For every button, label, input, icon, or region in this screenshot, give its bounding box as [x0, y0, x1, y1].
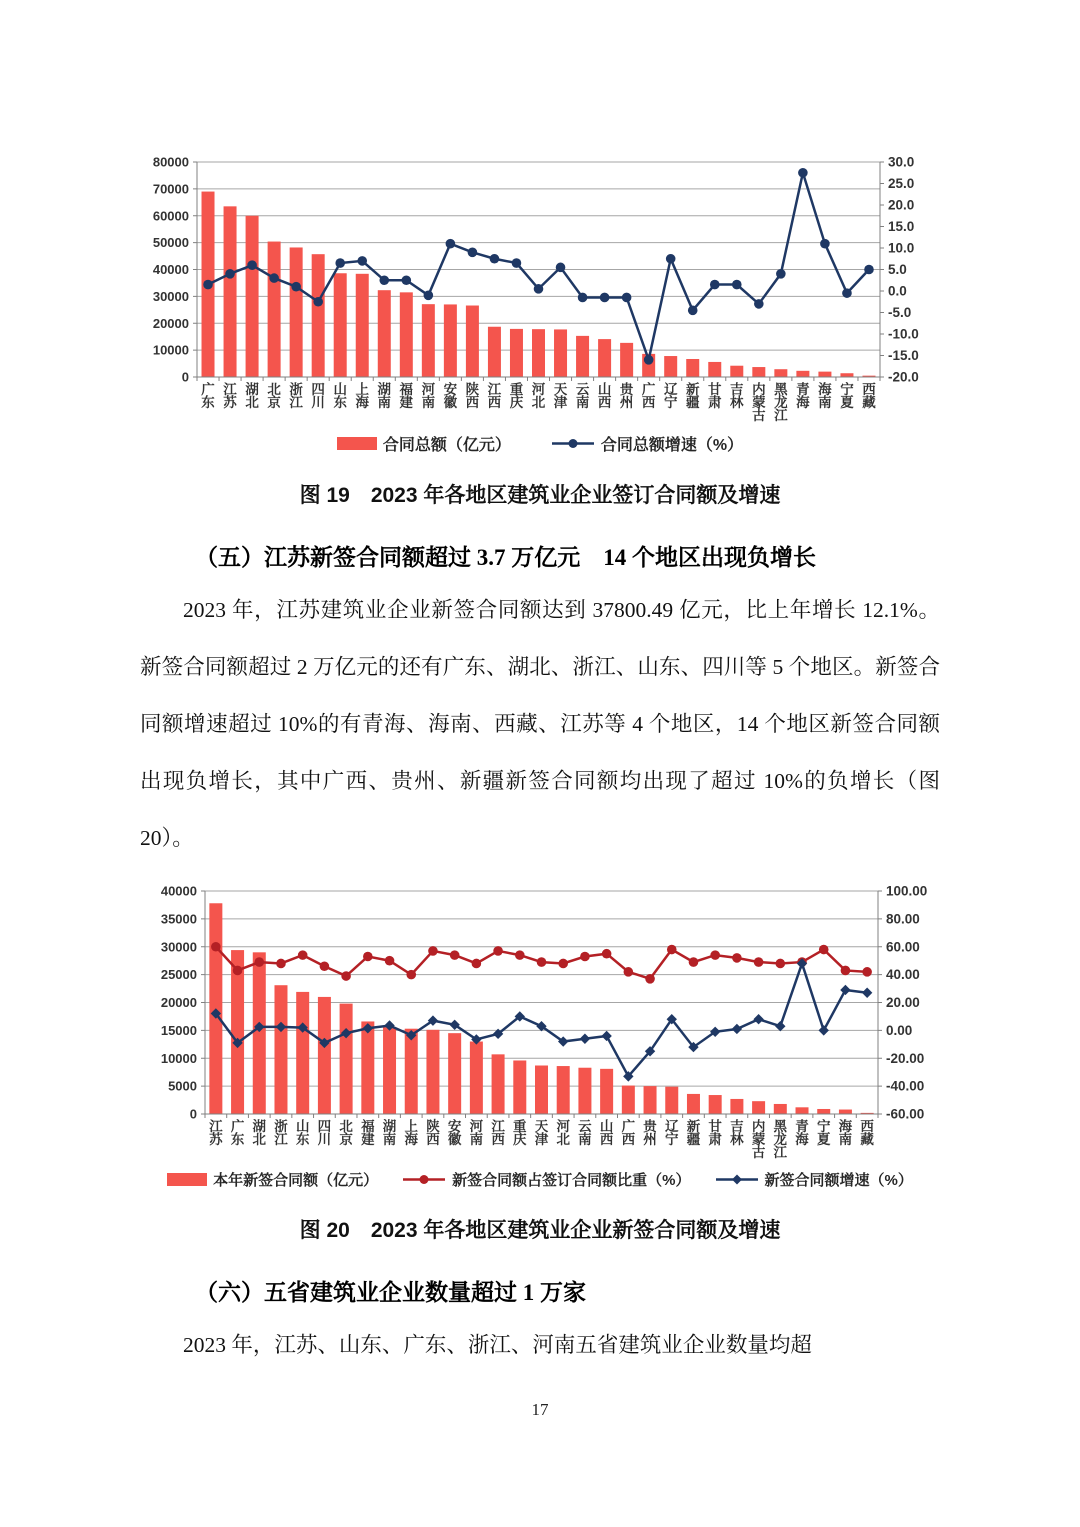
svg-text:20000: 20000 [160, 995, 197, 1010]
svg-text:40.00: 40.00 [886, 967, 920, 983]
svg-text:上海: 上海 [355, 382, 369, 410]
line-swatch-icon [715, 1173, 759, 1186]
svg-text:江西: 江西 [487, 382, 502, 410]
svg-text:海南: 海南 [818, 382, 832, 410]
svg-text:0: 0 [189, 1106, 197, 1122]
svg-text:-40.00: -40.00 [886, 1078, 925, 1094]
figure20 [140, 881, 940, 1244]
page-number: 17 [531, 1400, 549, 1419]
svg-text:江苏: 江苏 [209, 1119, 223, 1147]
svg-text:广西: 广西 [641, 382, 656, 410]
svg-text:湖北: 湖北 [252, 1119, 267, 1147]
svg-text:20.00: 20.00 [886, 995, 920, 1010]
section5-paragraph: 2023 年，江苏建筑业企业新签合同额达到 37800.49 亿元，比上年增长 12.1%。新签合同额超过 2 万亿元的还有广东、湖北、浙江、山东、四川等 5 个地区。新签合同额增速超过 10%的有青海、海南、西藏、江苏等 4 个地区，14 个地区新签合同额出现负增长，其中广西、贵州、新疆新签合同额均出现了超过 10%的负增长（图 20）。 [140, 598, 940, 850]
svg-text:甘肃: 甘肃 [708, 382, 722, 410]
svg-text:天津: 天津 [553, 382, 568, 410]
svg-text:25000: 25000 [160, 967, 197, 983]
svg-text:青海: 青海 [795, 1119, 809, 1147]
svg-text:0.0: 0.0 [888, 283, 907, 299]
svg-text:山西: 山西 [599, 1119, 614, 1147]
svg-text:10000: 10000 [160, 1050, 197, 1066]
svg-text:-20.00: -20.00 [886, 1050, 925, 1066]
svg-text:30000: 30000 [160, 939, 197, 955]
svg-text:贵州: 贵州 [643, 1119, 657, 1147]
svg-text:吉林: 吉林 [730, 1119, 744, 1147]
svg-text:四川: 四川 [317, 1119, 332, 1147]
svg-text:35000: 35000 [160, 911, 197, 927]
svg-text:5.0: 5.0 [888, 262, 907, 277]
legend-item [337, 432, 511, 455]
bar-swatch-icon [167, 1173, 207, 1186]
svg-text:70000: 70000 [152, 181, 189, 197]
svg-text:山西: 山西 [597, 382, 612, 410]
figure19-chart [140, 150, 940, 432]
section5-heading: （五）江苏新签合同额超过 3.7 万亿元 14 个地区出现负增长 [195, 545, 816, 570]
svg-text:福建: 福建 [399, 382, 414, 410]
figure20-legend [140, 1169, 940, 1190]
svg-text:陕西: 陕西 [465, 382, 480, 410]
svg-text:新疆: 新疆 [685, 382, 700, 410]
svg-text:-15.0: -15.0 [888, 348, 919, 363]
svg-text:60000: 60000 [152, 208, 189, 224]
svg-text:30.0: 30.0 [888, 154, 915, 170]
svg-text:黑龙江: 黑龙江 [773, 1119, 788, 1160]
figure19 [140, 150, 940, 509]
svg-text:0.00: 0.00 [886, 1022, 913, 1038]
svg-text:30000: 30000 [152, 288, 189, 304]
svg-text:新疆: 新疆 [686, 1119, 701, 1147]
svg-text:四川: 四川 [311, 382, 325, 410]
svg-text:安徽: 安徽 [447, 1119, 462, 1147]
svg-text:内蒙古: 内蒙古 [752, 382, 766, 423]
svg-text:广西: 广西 [621, 1119, 636, 1147]
svg-text:-20.0: -20.0 [888, 369, 919, 385]
svg-text:宁夏: 宁夏 [816, 1119, 831, 1147]
figure19-legend [140, 432, 940, 455]
svg-text:20000: 20000 [152, 315, 189, 331]
svg-text:5000: 5000 [168, 1078, 197, 1094]
svg-text:河南: 河南 [421, 382, 436, 410]
svg-text:黑龙江: 黑龙江 [774, 382, 788, 423]
svg-text:北京: 北京 [339, 1119, 353, 1147]
section6-paragraph: 2023 年，江苏、山东、广东、浙江、河南五省建筑业企业数量均超 [183, 1333, 812, 1357]
legend-label: 本年新签合同额（亿元） [213, 1172, 379, 1189]
svg-text:海南: 海南 [838, 1119, 853, 1147]
legend-label: 新签合同额占签订合同额比重（%） [452, 1172, 691, 1189]
svg-text:0: 0 [181, 369, 189, 385]
figure20-chart [140, 881, 940, 1169]
svg-text:广东: 广东 [201, 382, 215, 410]
svg-text:15000: 15000 [160, 1022, 197, 1038]
line-swatch-icon [551, 437, 595, 450]
svg-text:浙江: 浙江 [289, 382, 303, 410]
svg-text:100.00: 100.00 [886, 883, 928, 899]
svg-text:江西: 江西 [491, 1119, 505, 1147]
svg-text:80.00: 80.00 [886, 911, 920, 927]
svg-text:吉林: 吉林 [730, 382, 744, 410]
legend-label: 新签合同额增速（%） [764, 1172, 913, 1189]
svg-text:山东: 山东 [295, 1119, 310, 1147]
svg-text:西藏: 西藏 [860, 1119, 874, 1147]
svg-text:湖南: 湖南 [382, 1119, 397, 1147]
svg-text:山东: 山东 [333, 382, 347, 410]
svg-text:25.0: 25.0 [888, 176, 915, 191]
svg-text:陕西: 陕西 [426, 1119, 440, 1147]
svg-text:20.0: 20.0 [888, 197, 915, 213]
svg-text:重庆: 重庆 [509, 382, 524, 410]
line-swatch-icon [402, 1173, 446, 1186]
svg-text:江苏: 江苏 [223, 382, 237, 410]
svg-text:辽宁: 辽宁 [665, 1119, 679, 1147]
svg-text:15.0: 15.0 [888, 219, 915, 234]
legend-item [167, 1169, 378, 1190]
svg-text:云南: 云南 [578, 1119, 592, 1147]
svg-text:-5.0: -5.0 [888, 305, 912, 320]
svg-text:辽宁: 辽宁 [663, 382, 678, 410]
svg-text:40000: 40000 [160, 883, 197, 899]
svg-text:福建: 福建 [361, 1119, 375, 1147]
svg-text:内蒙古: 内蒙古 [751, 1119, 766, 1160]
legend-item [551, 432, 743, 455]
svg-text:广东: 广东 [230, 1119, 245, 1147]
svg-text:80000: 80000 [152, 154, 189, 170]
svg-text:河南: 河南 [469, 1119, 484, 1147]
svg-text:10000: 10000 [152, 342, 189, 358]
bar-swatch-icon [337, 437, 377, 450]
svg-text:贵州: 贵州 [619, 382, 634, 410]
svg-text:云南: 云南 [575, 382, 590, 410]
svg-text:60.00: 60.00 [886, 939, 920, 955]
svg-text:宁夏: 宁夏 [840, 382, 854, 410]
svg-text:浙江: 浙江 [274, 1119, 288, 1147]
legend-item [402, 1169, 690, 1190]
svg-text:安徽: 安徽 [443, 382, 458, 410]
svg-text:10.0: 10.0 [888, 240, 915, 256]
svg-text:湖南: 湖南 [377, 382, 392, 410]
section6-heading: （六）五省建筑业企业数量超过 1 万家 [195, 1280, 586, 1305]
svg-text:-10.0: -10.0 [888, 326, 919, 342]
svg-text:甘肃: 甘肃 [708, 1119, 722, 1147]
svg-text:西藏: 西藏 [862, 382, 876, 410]
svg-text:天津: 天津 [534, 1119, 549, 1147]
svg-text:50000: 50000 [152, 235, 189, 251]
svg-text:青海: 青海 [796, 382, 810, 410]
svg-text:湖北: 湖北 [245, 382, 259, 410]
svg-text:河北: 河北 [531, 382, 546, 410]
svg-text:上海: 上海 [404, 1119, 418, 1147]
figure19-caption: 图 19 2023 年各地区建筑业企业签订合同额及增速 [299, 484, 781, 507]
svg-text:河北: 河北 [556, 1119, 570, 1147]
figure20-caption: 图 20 2023 年各地区建筑业企业新签合同额及增速 [299, 1219, 781, 1242]
legend-item [715, 1169, 913, 1190]
legend-label: 合同总额（亿元） [382, 437, 511, 454]
legend-label: 合同总额增速（%） [600, 437, 744, 454]
svg-text:-60.00: -60.00 [886, 1106, 925, 1122]
svg-text:重庆: 重庆 [513, 1119, 527, 1147]
svg-text:40000: 40000 [152, 262, 189, 277]
svg-text:北京: 北京 [267, 382, 281, 410]
